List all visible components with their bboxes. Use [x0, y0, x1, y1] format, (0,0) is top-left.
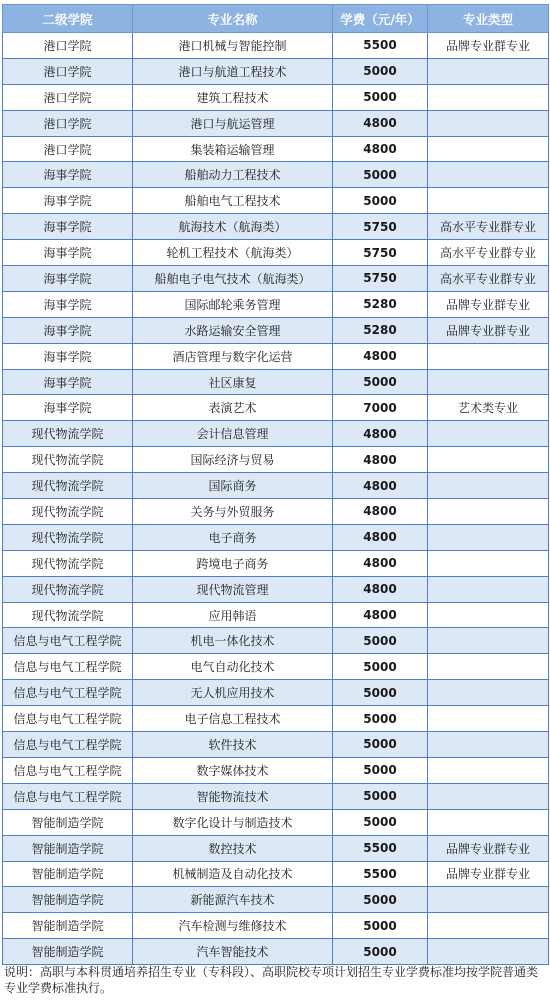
cell-type — [428, 757, 549, 783]
table-row — [3, 266, 549, 292]
cell-fee: 5000 — [333, 757, 428, 783]
cell-major: 集装箱运输管理 — [133, 136, 333, 162]
cell-college: 智能制造学院 — [3, 861, 133, 887]
cell-major: 关务与外贸服务 — [133, 499, 333, 525]
cell-type — [428, 680, 549, 706]
cell-fee: 5000 — [333, 783, 428, 809]
cell-fee: 4800 — [333, 473, 428, 499]
cell-type: 品牌专业群专业 — [428, 835, 549, 861]
table-row — [3, 84, 549, 110]
cell-fee: 5500 — [333, 861, 428, 887]
cell-fee: 4800 — [333, 136, 428, 162]
cell-fee: 4800 — [333, 447, 428, 473]
cell-fee: 5000 — [333, 654, 428, 680]
table-row — [3, 524, 549, 550]
cell-major: 机械制造及自动化技术 — [133, 861, 333, 887]
cell-fee: 5500 — [333, 33, 428, 59]
table-row — [3, 576, 549, 602]
cell-type — [428, 524, 549, 550]
cell-fee: 5000 — [333, 939, 428, 965]
table-row — [3, 783, 549, 809]
cell-fee: 5750 — [333, 266, 428, 292]
cell-college: 海事学院 — [3, 162, 133, 188]
cell-fee: 5000 — [333, 369, 428, 395]
cell-college: 信息与电气工程学院 — [3, 783, 133, 809]
cell-fee: 7000 — [333, 395, 428, 421]
cell-college: 智能制造学院 — [3, 887, 133, 913]
table-row — [3, 654, 549, 680]
cell-major: 电气自动化技术 — [133, 654, 333, 680]
cell-major: 电子商务 — [133, 524, 333, 550]
cell-fee: 4800 — [333, 499, 428, 525]
table-row — [3, 809, 549, 835]
table-row — [3, 757, 549, 783]
cell-fee: 5750 — [333, 214, 428, 240]
cell-type — [428, 447, 549, 473]
cell-type — [428, 809, 549, 835]
cell-type — [428, 576, 549, 602]
cell-college: 海事学院 — [3, 214, 133, 240]
cell-fee: 4800 — [333, 524, 428, 550]
cell-college: 海事学院 — [3, 266, 133, 292]
cell-fee: 5000 — [333, 913, 428, 939]
cell-major: 轮机工程技术（航海类） — [133, 240, 333, 266]
cell-college: 现代物流学院 — [3, 447, 133, 473]
cell-type — [428, 421, 549, 447]
cell-type: 高水平专业群专业 — [428, 240, 549, 266]
cell-type — [428, 58, 549, 84]
cell-major: 水路运输安全管理 — [133, 317, 333, 343]
cell-type — [428, 783, 549, 809]
cell-type: 品牌专业群专业 — [428, 33, 549, 59]
cell-major: 数字化设计与制造技术 — [133, 809, 333, 835]
cell-type — [428, 887, 549, 913]
table-row — [3, 214, 549, 240]
cell-major: 机电一体化技术 — [133, 628, 333, 654]
cell-college: 现代物流学院 — [3, 524, 133, 550]
cell-major: 应用韩语 — [133, 602, 333, 628]
table-row — [3, 317, 549, 343]
table-row — [3, 473, 549, 499]
table-row — [3, 628, 549, 654]
cell-type: 艺术类专业 — [428, 395, 549, 421]
cell-type — [428, 162, 549, 188]
cell-major: 无人机应用技术 — [133, 680, 333, 706]
cell-major: 社区康复 — [133, 369, 333, 395]
cell-major: 智能物流技术 — [133, 783, 333, 809]
cell-major: 软件技术 — [133, 732, 333, 758]
table-row — [3, 913, 549, 939]
cell-type — [428, 602, 549, 628]
cell-major: 船舶电子电气技术（航海类） — [133, 266, 333, 292]
cell-major: 汽车智能技术 — [133, 939, 333, 965]
cell-major: 港口机械与智能控制 — [133, 33, 333, 59]
cell-fee: 4800 — [333, 421, 428, 447]
table-row — [3, 602, 549, 628]
cell-type — [428, 654, 549, 680]
cell-type — [428, 732, 549, 758]
cell-type — [428, 369, 549, 395]
cell-type: 品牌专业群专业 — [428, 861, 549, 887]
cell-fee: 5000 — [333, 732, 428, 758]
cell-major: 船舶动力工程技术 — [133, 162, 333, 188]
cell-major: 酒店管理与数字化运营 — [133, 343, 333, 369]
cell-type — [428, 473, 549, 499]
cell-major: 汽车检测与维修技术 — [133, 913, 333, 939]
cell-college: 海事学院 — [3, 188, 133, 214]
table-row — [3, 680, 549, 706]
header-college: 二级学院 — [3, 5, 133, 33]
table-row — [3, 499, 549, 525]
table-row — [3, 240, 549, 266]
cell-college: 海事学院 — [3, 291, 133, 317]
cell-college: 现代物流学院 — [3, 421, 133, 447]
cell-fee: 5280 — [333, 291, 428, 317]
cell-fee: 4800 — [333, 602, 428, 628]
table-row — [3, 162, 549, 188]
cell-type — [428, 499, 549, 525]
cell-major: 建筑工程技术 — [133, 84, 333, 110]
table-row — [3, 835, 549, 861]
table-row — [3, 33, 549, 59]
cell-college: 现代物流学院 — [3, 576, 133, 602]
cell-type — [428, 706, 549, 732]
cell-college: 港口学院 — [3, 110, 133, 136]
cell-type — [428, 628, 549, 654]
cell-fee: 5500 — [333, 835, 428, 861]
table-row — [3, 887, 549, 913]
table-body — [3, 33, 549, 965]
cell-major: 跨境电子商务 — [133, 550, 333, 576]
cell-fee: 5000 — [333, 809, 428, 835]
header-row — [3, 5, 549, 33]
cell-major: 港口与航运管理 — [133, 110, 333, 136]
table-row — [3, 395, 549, 421]
cell-fee: 5750 — [333, 240, 428, 266]
footnote: 说明：高职与本科贯通培养招生专业（专科段）、高职院校专项计划招生专业学费标准均按学院普通类专业学费标准执行。 — [4, 965, 539, 995]
cell-fee: 4800 — [333, 576, 428, 602]
header-major: 专业名称 — [133, 5, 333, 33]
cell-type: 高水平专业群专业 — [428, 266, 549, 292]
cell-type — [428, 343, 549, 369]
cell-fee: 5000 — [333, 58, 428, 84]
cell-college: 港口学院 — [3, 136, 133, 162]
table-row — [3, 939, 549, 965]
table-row — [3, 421, 549, 447]
cell-college: 信息与电气工程学院 — [3, 654, 133, 680]
cell-college: 现代物流学院 — [3, 550, 133, 576]
cell-type: 品牌专业群专业 — [428, 317, 549, 343]
cell-fee: 5000 — [333, 162, 428, 188]
cell-fee: 5000 — [333, 84, 428, 110]
cell-college: 海事学院 — [3, 317, 133, 343]
cell-college: 信息与电气工程学院 — [3, 732, 133, 758]
cell-major: 国际商务 — [133, 473, 333, 499]
table-row — [3, 550, 549, 576]
cell-fee: 5000 — [333, 628, 428, 654]
cell-major: 国际经济与贸易 — [133, 447, 333, 473]
cell-college: 海事学院 — [3, 395, 133, 421]
cell-major: 电子信息工程技术 — [133, 706, 333, 732]
cell-college: 现代物流学院 — [3, 499, 133, 525]
cell-fee: 4800 — [333, 343, 428, 369]
cell-college: 信息与电气工程学院 — [3, 706, 133, 732]
cell-type: 高水平专业群专业 — [428, 214, 549, 240]
cell-type — [428, 136, 549, 162]
cell-major: 港口与航道工程技术 — [133, 58, 333, 84]
cell-college: 海事学院 — [3, 343, 133, 369]
cell-major: 国际邮轮乘务管理 — [133, 291, 333, 317]
cell-major: 现代物流管理 — [133, 576, 333, 602]
table-row — [3, 369, 549, 395]
cell-college: 现代物流学院 — [3, 602, 133, 628]
cell-type — [428, 188, 549, 214]
header-fee: 学费（元/年） — [333, 5, 428, 33]
cell-type — [428, 84, 549, 110]
table-row — [3, 58, 549, 84]
cell-college: 信息与电气工程学院 — [3, 628, 133, 654]
table-row — [3, 861, 549, 887]
cell-major: 船舶电气工程技术 — [133, 188, 333, 214]
cell-college: 智能制造学院 — [3, 809, 133, 835]
cell-college: 港口学院 — [3, 33, 133, 59]
cell-type — [428, 913, 549, 939]
cell-major: 数控技术 — [133, 835, 333, 861]
cell-major: 新能源汽车技术 — [133, 887, 333, 913]
cell-major: 会计信息管理 — [133, 421, 333, 447]
table-row — [3, 732, 549, 758]
table-header — [3, 5, 549, 33]
cell-fee: 4800 — [333, 550, 428, 576]
cell-college: 智能制造学院 — [3, 835, 133, 861]
cell-major: 数字媒体技术 — [133, 757, 333, 783]
cell-college: 海事学院 — [3, 240, 133, 266]
cell-fee: 4800 — [333, 110, 428, 136]
table-row — [3, 447, 549, 473]
cell-fee: 5000 — [333, 188, 428, 214]
cell-major: 航海技术（航海类） — [133, 214, 333, 240]
table-row — [3, 706, 549, 732]
cell-fee: 5000 — [333, 680, 428, 706]
tuition-fee-table — [2, 4, 549, 965]
cell-fee: 5280 — [333, 317, 428, 343]
cell-type — [428, 110, 549, 136]
cell-type: 品牌专业群专业 — [428, 291, 549, 317]
cell-type — [428, 550, 549, 576]
cell-college: 信息与电气工程学院 — [3, 680, 133, 706]
table-row — [3, 188, 549, 214]
table-row — [3, 110, 549, 136]
cell-college: 智能制造学院 — [3, 939, 133, 965]
cell-fee: 5000 — [333, 887, 428, 913]
cell-fee: 5000 — [333, 706, 428, 732]
cell-major: 表演艺术 — [133, 395, 333, 421]
table-row — [3, 136, 549, 162]
table-row — [3, 343, 549, 369]
cell-college: 港口学院 — [3, 58, 133, 84]
header-type: 专业类型 — [428, 5, 549, 33]
cell-college: 信息与电气工程学院 — [3, 757, 133, 783]
cell-college: 港口学院 — [3, 84, 133, 110]
cell-college: 智能制造学院 — [3, 913, 133, 939]
table-row — [3, 291, 549, 317]
cell-college: 海事学院 — [3, 369, 133, 395]
cell-college: 现代物流学院 — [3, 473, 133, 499]
cell-type — [428, 939, 549, 965]
